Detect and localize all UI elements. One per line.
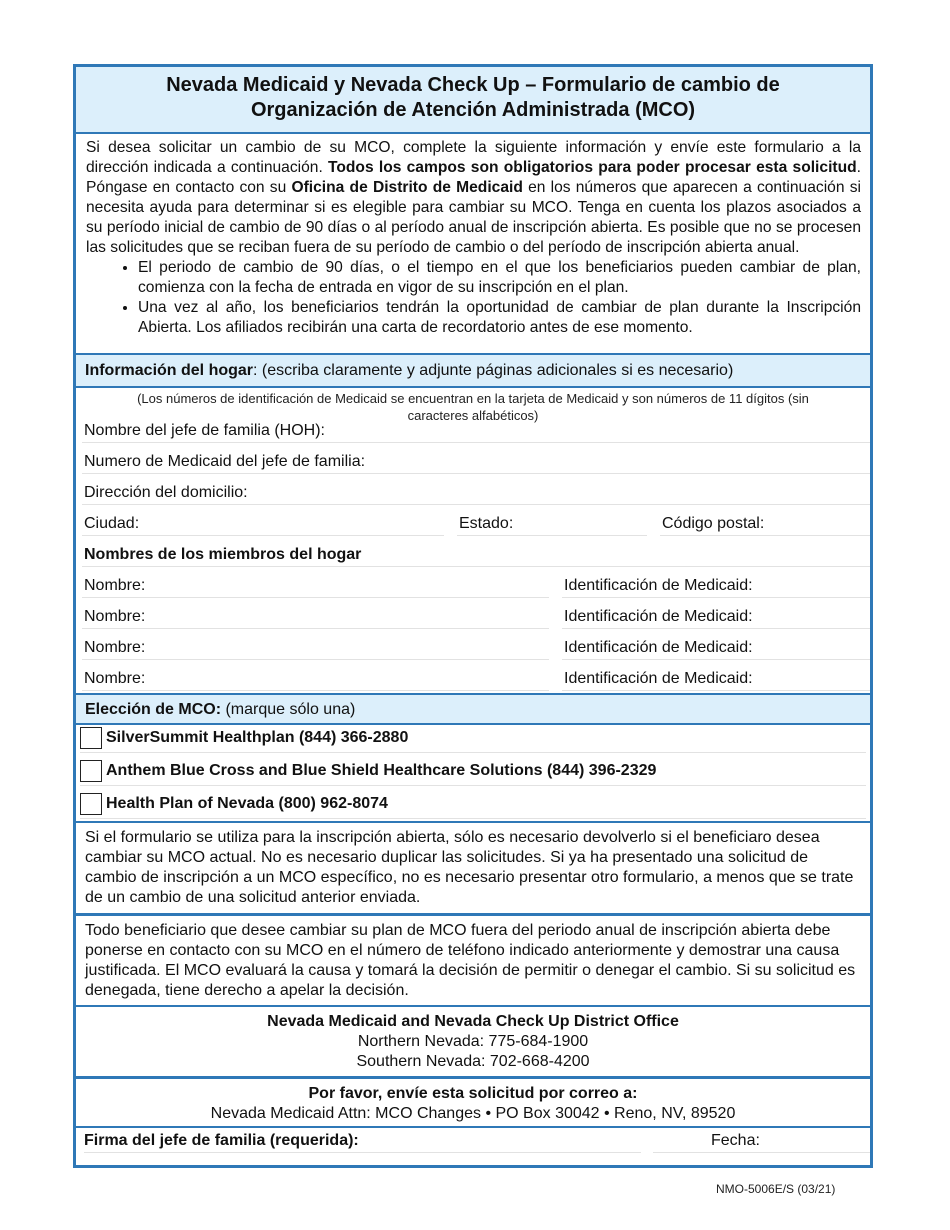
member-id-field[interactable]	[562, 575, 870, 598]
outside-enrollment-note: Todo beneficiario que desee cambiar su plan de MCO fuera del periodo anual de inscripción abierta debe ponerse en contacto con su MCO en el número de teléfono indicado anteriormente y demostrar una causa justificada. El MCO evaluará la causa y tomará la decisión de permitir o denegar el cambio. Si su solicitud es denegada, tiene derecho a apelar la decisión.	[76, 913, 870, 1005]
state-label: Estado:	[459, 515, 514, 532]
date-label: Fecha:	[711, 1132, 760, 1149]
intro-text-1: Si desea solicitar un cambio de su MCO, complete la siguiente información y envíe este formulario a la dirección indicada a continuación.	[86, 139, 861, 176]
intro-bullet: • Una vez al año, los beneficiarios tendrán la oportunidad de cambiar de plan durante la Inscripción Abierta. Los afiliados recibirán una carta de recordatorio antes de ese momento.	[138, 298, 861, 338]
signature-field[interactable]	[84, 1130, 641, 1153]
mco-change-form	[73, 64, 873, 1168]
medicaid-id-note: (Los números de identificación de Medicaid se encuentran en la tarjeta de Medicaid y son números de 11 dígitos (sin caracteres alfabéticos)	[76, 386, 870, 422]
member-name-field[interactable]	[82, 606, 549, 629]
district-office-south: Southern Nevada: 702-668-4200	[356, 1053, 590, 1070]
member-name-label: Nombre:	[84, 608, 146, 625]
mco-heading-bold: Elección de MCO:	[85, 701, 222, 718]
form-title-line1: Nevada Medicaid y Nevada Check Up – Formulario de cambio de	[166, 74, 780, 96]
mco-option-silversummit[interactable]	[80, 723, 866, 753]
mco-option-health-plan-of-nevada[interactable]	[80, 789, 866, 819]
members-heading: Nombres de los miembros del hogar	[82, 544, 870, 567]
address-field[interactable]	[82, 482, 870, 505]
member-name-field[interactable]	[82, 575, 549, 598]
member-id-field[interactable]	[562, 637, 870, 660]
hoh-medicaid-field[interactable]	[82, 451, 870, 474]
mco-option-checkbox[interactable]	[80, 727, 102, 749]
intro-paragraph	[86, 138, 861, 258]
member-name-label: Nombre:	[84, 577, 146, 594]
member-id-field[interactable]	[562, 606, 870, 629]
household-heading	[76, 353, 870, 386]
state-field[interactable]	[457, 513, 647, 536]
mco-option-checkbox[interactable]	[80, 760, 102, 782]
member-name-field[interactable]	[82, 668, 549, 691]
mco-option-label: SilverSummit Healthplan (844) 366-2880	[106, 729, 409, 746]
member-id-label: Identificación de Medicaid:	[564, 608, 753, 625]
household-heading-rest: : (escriba claramente y adjunte páginas adicionales si es necesario)	[253, 362, 734, 379]
mail-block	[76, 1076, 870, 1128]
signature-divider	[76, 1126, 870, 1128]
hoh-name-label: Nombre del jefe de familia (HOH):	[84, 422, 325, 439]
hoh-name-field[interactable]	[82, 420, 870, 443]
mco-option-anthem[interactable]	[80, 756, 866, 786]
form-title	[76, 67, 870, 132]
district-office-block	[76, 1005, 870, 1076]
member-id-label: Identificación de Medicaid:	[564, 670, 753, 687]
intro-required-note: Todos los campos son obligatorios para poder procesar esta solicitud	[328, 159, 857, 176]
address-label: Dirección del domicilio:	[84, 484, 248, 501]
member-name-label: Nombre:	[84, 670, 146, 687]
member-id-label: Identificación de Medicaid:	[564, 577, 753, 594]
member-id-field[interactable]	[562, 668, 870, 691]
open-enrollment-note: Si el formulario se utiliza para la inscripción abierta, sólo es necesario devolverlo si el beneficiaro desea cambiar su MCO actual. No es necesario duplicar las solicitudes. Si ya ha presentado una solicitud de cambio de inscripción a un MCO específico, no es necesario presentar otro formulario, a menos que se trate de un cambio de una solicitud anterior enviada.	[76, 821, 870, 913]
zip-label: Código postal:	[662, 515, 765, 532]
intro-district-office: Oficina de Distrito de Medicaid	[291, 179, 523, 196]
zip-field[interactable]	[660, 513, 870, 536]
signature-label: Firma del jefe de familia (requerida):	[84, 1132, 359, 1149]
form-title-line2: Organización de Atención Administrada (MCO)	[250, 99, 696, 121]
mco-choice-heading	[76, 693, 870, 725]
mail-title: Por favor, envíe esta solicitud por correo a:	[308, 1085, 638, 1102]
member-name-field[interactable]	[82, 637, 549, 660]
city-label: Ciudad:	[84, 515, 140, 532]
household-heading-bold: Información del hogar	[85, 362, 254, 379]
member-name-label: Nombre:	[84, 639, 146, 656]
district-office-north: Northern Nevada: 775-684-1900	[357, 1033, 589, 1050]
member-id-label: Identificación de Medicaid:	[564, 639, 753, 656]
mco-heading-rest: (marque sólo una)	[221, 701, 356, 718]
intro-bullets	[86, 258, 861, 338]
mco-option-label: Anthem Blue Cross and Blue Shield Healthcare Solutions (844) 396-2329	[106, 762, 657, 779]
district-office-title: Nevada Medicaid and Nevada Check Up District Office	[267, 1013, 679, 1030]
mco-option-label: Health Plan of Nevada (800) 962-8074	[106, 795, 388, 812]
form-code: NMO-5006E/S (03/21)	[716, 1182, 836, 1196]
mco-option-checkbox[interactable]	[80, 793, 102, 815]
city-field[interactable]	[82, 513, 444, 536]
intro-bullet: • El periodo de cambio de 90 días, o el tiempo en el que los beneficiarios pueden cambiar de plan, comienza con la fecha de entrada en vigor de su inscripción en el plan.	[138, 258, 861, 298]
intro-text-2: . Póngase en contacto con su	[86, 159, 861, 196]
intro-text-3: en los números que aparecen a continuación si necesita ayuda para determinar si es elegible para cambiar su MCO. Tenga en cuenta los plazos asociados a su período inicial de cambio de 90 días o al período anual de inscripción abierta. Es posible que no se procesen las solicitudes que se reciban fuera de su período de cambio o del período de inscripción abierta anual.	[86, 179, 861, 256]
mail-address: Nevada Medicaid Attn: MCO Changes • PO Box 30042 • Reno, NV, 89520	[210, 1105, 736, 1122]
date-field[interactable]	[653, 1130, 870, 1153]
hoh-medicaid-label: Numero de Medicaid del jefe de familia:	[84, 453, 366, 470]
